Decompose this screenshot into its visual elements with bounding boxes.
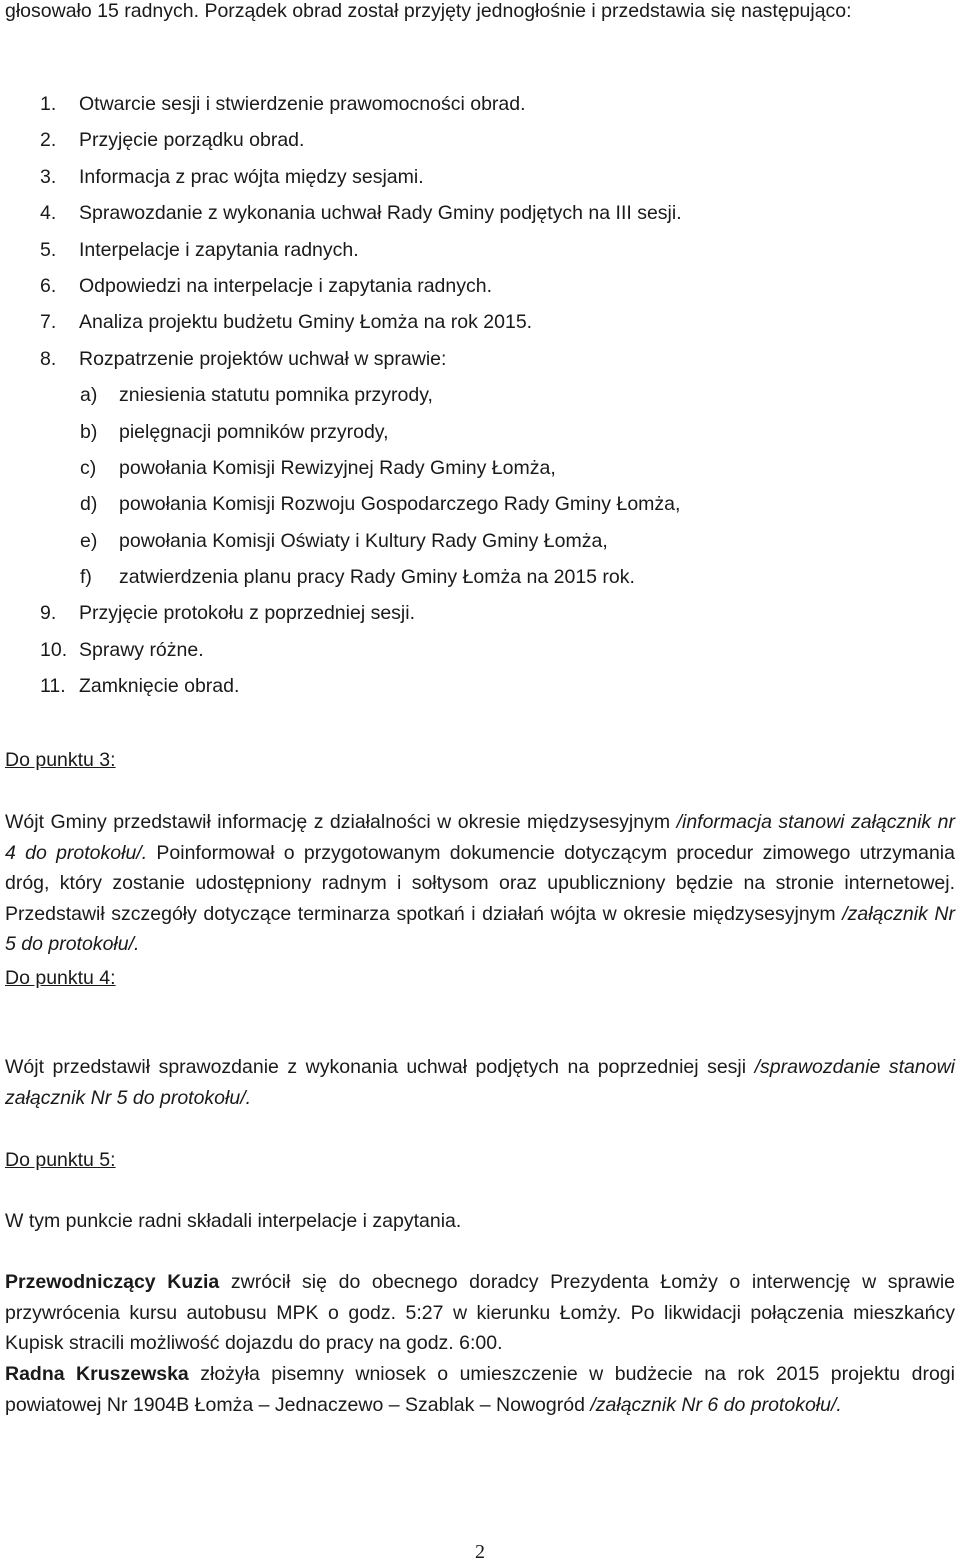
- agenda-subitem: [5, 559, 955, 595]
- agenda-item-number: 7.: [40, 311, 57, 334]
- point-3-attachment-ref-a: /informacja stanowi załącznik nr 4 do protokołu/.: [5, 811, 955, 864]
- agenda-item-number: 2.: [40, 129, 57, 152]
- agenda-item: [5, 595, 955, 631]
- intro-text: głosowało 15 radnych. Porządek obrad został przyjęty jednogłośnie i przedstawia się następująco:: [5, 0, 852, 22]
- agenda-item-number: 3.: [40, 165, 57, 188]
- point-3-text-a: Wójt Gminy przedstawił informację z działalności w okresie międzysesyjnym: [5, 811, 677, 833]
- agenda-item-text: Sprawy różne.: [79, 638, 204, 661]
- point-5-text: złożyła pisemny wniosek o umieszczenie w budżecie na rok 2015 projektu drogi powiatowej Nr 1904B Łomża – Jednaczewo – Szablak – Nowogród: [5, 1363, 955, 1416]
- agenda-item-text: Przyjęcie protokołu z poprzedniej sesji.: [79, 602, 415, 625]
- point-5-text: zwrócił się do obecnego doradcy Prezydenta Łomży o interwencję w sprawie przywrócenia kursu autobusu MPK o godz. 5:27 w kierunku Łomży. Po likwidacji połączenia mieszkańcy Kupisk stracili możliwość dojazdu do pracy na godz. 6:00.: [5, 1271, 955, 1354]
- agenda-subitem: [5, 414, 955, 450]
- point-5-paragraph-chairman: [5, 1267, 955, 1359]
- agenda-subitem-letter: a): [80, 384, 98, 407]
- agenda-item-text: Informacja z prac wójta między sesjami.: [79, 165, 424, 188]
- speaker-name: Przewodniczący Kuzia: [5, 1271, 220, 1293]
- agenda-item: [5, 195, 955, 231]
- agenda-item-number: 5.: [40, 238, 57, 261]
- agenda-subitem-text: zniesienia statutu pomnika przyrody,: [119, 384, 433, 407]
- section-heading-point-3: Do punktu 3:: [5, 749, 116, 771]
- section-heading-point-5: Do punktu 5:: [5, 1149, 116, 1171]
- agenda-subitem: [5, 450, 955, 486]
- agenda-subitem-text: pielęgnacji pomników przyrody,: [119, 420, 389, 443]
- point-4-paragraph: [5, 1052, 955, 1113]
- agenda-subitem: [5, 377, 955, 413]
- agenda-item-text: Otwarcie sesji i stwierdzenie prawomocności obrad.: [79, 93, 526, 115]
- agenda-subitem-text: zatwierdzenia planu pracy Rady Gminy Łomża na 2015 rok.: [119, 566, 635, 589]
- agenda-subitem-text: powołania Komisji Oświaty i Kultury Rady Gminy Łomża,: [119, 529, 608, 552]
- agenda-item-number: 10.: [40, 638, 68, 661]
- agenda-item-number: 1.: [40, 93, 57, 115]
- agenda-item-number: 4.: [40, 202, 57, 225]
- agenda-subitem-letter: c): [80, 456, 97, 479]
- agenda-item-number: 9.: [40, 602, 57, 625]
- agenda-item: [5, 232, 955, 268]
- agenda-subitem-text: powołania Komisji Rozwoju Gospodarczego Rady Gminy Łomża,: [119, 493, 681, 516]
- point-5-intro: W tym punkcie radni składali interpelacje i zapytania.: [5, 1210, 462, 1232]
- agenda-item-number: 8.: [40, 347, 57, 370]
- agenda-subitem: [5, 486, 955, 522]
- agenda-subitem-letter: d): [80, 493, 98, 516]
- point-3-attachment-ref-b: /załącznik Nr 5 do protokołu/.: [5, 902, 955, 955]
- agenda-item-text: Odpowiedzi na interpelacje i zapytania radnych.: [79, 274, 492, 297]
- agenda-subitem-letter: b): [80, 420, 98, 443]
- agenda-item-text: Sprawozdanie z wykonania uchwał Rady Gminy podjętych na III sesji.: [79, 202, 682, 225]
- page-number: 2: [475, 1541, 485, 1563]
- agenda-item: [5, 341, 955, 377]
- agenda-item: [5, 159, 955, 195]
- agenda-item-text: Przyjęcie porządku obrad.: [79, 129, 305, 152]
- agenda-item: [5, 632, 955, 668]
- agenda-subitem: [5, 523, 955, 559]
- agenda-item: [5, 304, 955, 340]
- point-5-attachment-ref: /załącznik Nr 6 do protokołu/.: [590, 1393, 842, 1416]
- agenda-subitem-letter: f): [80, 566, 92, 589]
- agenda-item: [5, 122, 955, 158]
- point-4-attachment-ref: /sprawozdanie stanowi załącznik Nr 5 do protokołu/.: [5, 1056, 956, 1109]
- agenda-item-text: Rozpatrzenie projektów uchwał w sprawie:: [79, 347, 447, 370]
- agenda-subitem-letter: e): [80, 529, 98, 552]
- point-3-text-b: Poinformował o przygotowanym dokumencie dotyczącym procedur zimowego utrzymania dróg, który zostanie udostępniony radnym i sołtysom oraz upubliczniony będzie na stronie internetowej. Przedstawił szczegóły dotyczące terminarza spotkań i działań wójta w okresie międzysesyjnym: [5, 841, 955, 925]
- agenda-subitem-text: powołania Komisji Rewizyjnej Rady Gminy Łomża,: [119, 456, 556, 479]
- agenda-item: [5, 268, 955, 304]
- agenda-item: [5, 668, 955, 704]
- agenda-item-number: 11.: [40, 675, 66, 698]
- agenda-item: [5, 86, 955, 122]
- speaker-name: Radna Kruszewska: [5, 1363, 189, 1385]
- point-4-text: Wójt przedstawił sprawozdanie z wykonania uchwał podjętych na poprzedniej sesji: [5, 1056, 755, 1078]
- agenda-item-number: 6.: [40, 274, 57, 297]
- agenda-item-text: Zamknięcie obrad.: [79, 675, 240, 698]
- agenda-item-text: Analiza projektu budżetu Gminy Łomża na rok 2015.: [79, 311, 533, 334]
- section-heading-point-4: Do punktu 4:: [5, 967, 116, 989]
- point-5-paragraph-councillor: [5, 1359, 955, 1420]
- agenda-item-text: Interpelacje i zapytania radnych.: [79, 238, 359, 261]
- intro-paragraph: [5, 0, 955, 27]
- agenda-list: [5, 86, 955, 705]
- point-3-paragraph: [5, 807, 955, 960]
